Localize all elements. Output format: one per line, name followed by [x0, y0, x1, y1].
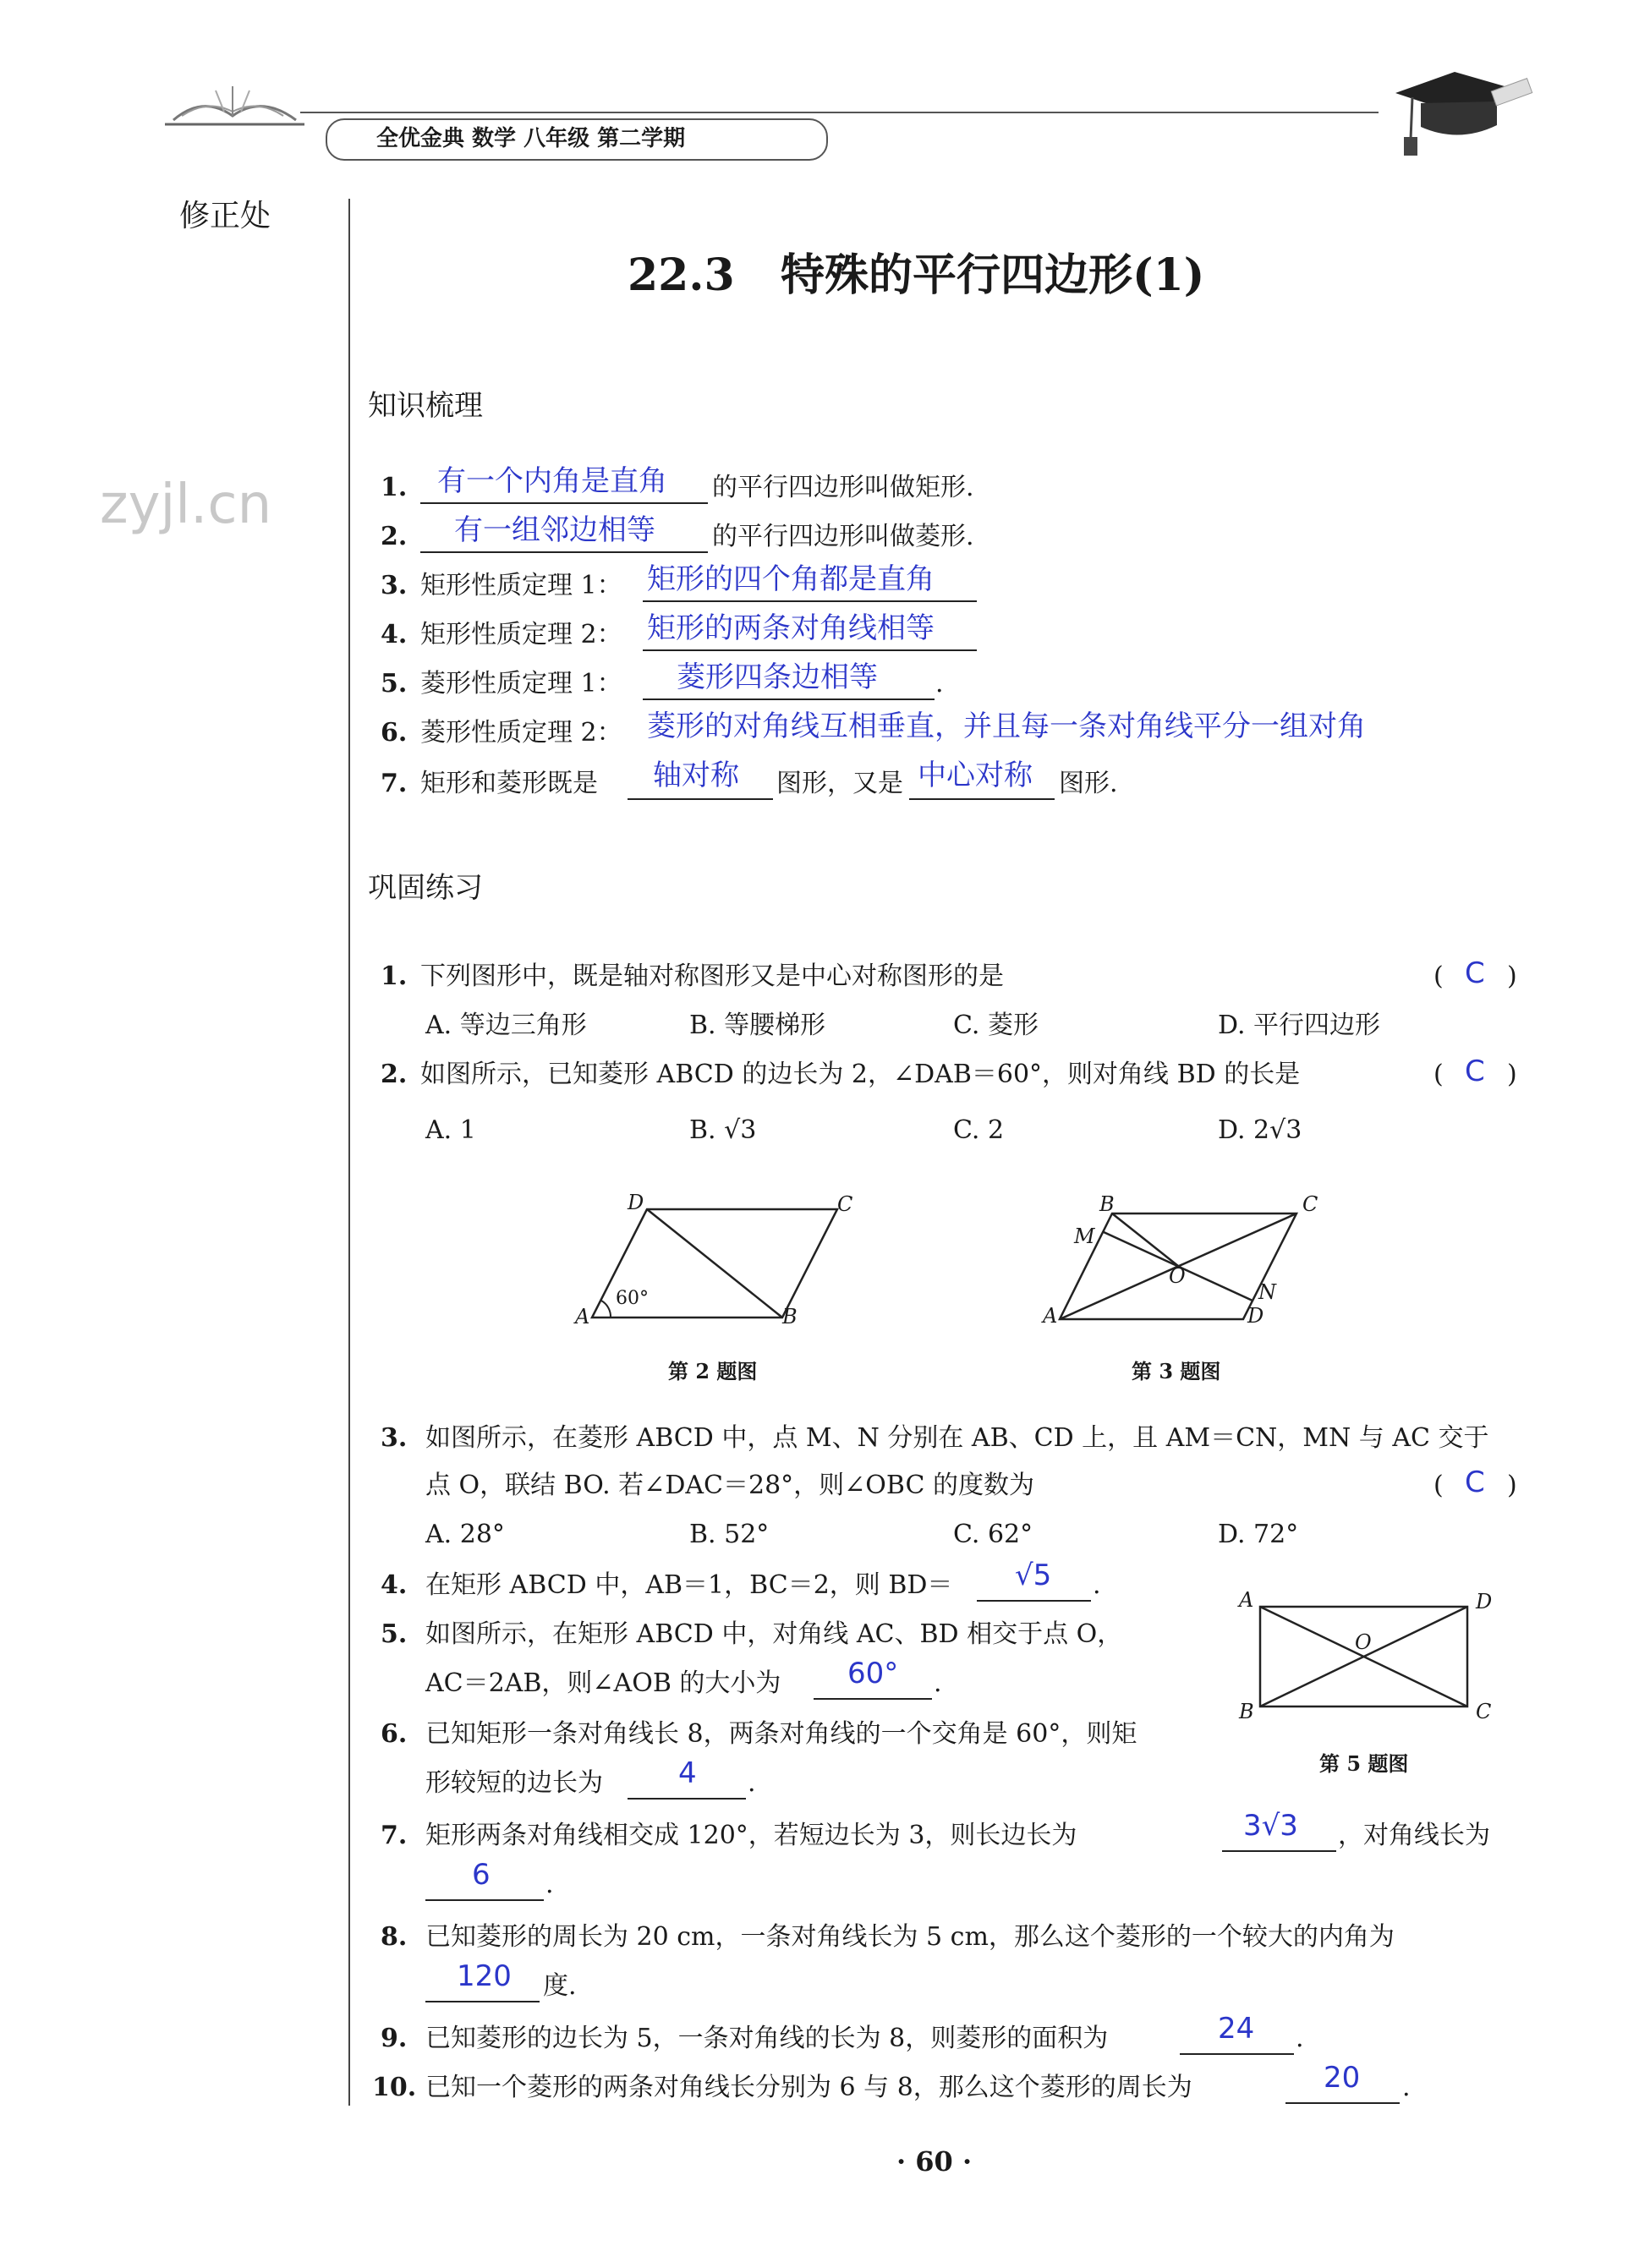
series-title: 全优金典 数学 八年级 第二学期	[376, 126, 686, 151]
answer: 有一个内角是直角	[437, 464, 667, 498]
answer: 轴对称	[653, 759, 739, 792]
answer: C	[1465, 956, 1485, 990]
answer: 4	[678, 1756, 697, 1790]
fig3-rhombus	[1036, 1188, 1315, 1336]
knowledge-heading: 知识梳理	[368, 389, 483, 423]
book-icon	[165, 78, 304, 129]
practice-heading: 巩固练习	[368, 871, 483, 905]
answer: 6	[472, 1858, 491, 1892]
answer: √5	[1015, 1559, 1052, 1592]
answer: 60°	[847, 1657, 899, 1690]
graduation-cap-icon	[1387, 59, 1539, 161]
answer: 24	[1218, 2012, 1255, 2046]
answer: 中心对称	[918, 759, 1033, 792]
fig5-rectangle	[1252, 1598, 1480, 1717]
answer: C	[1465, 1055, 1485, 1088]
section-title: 22.3 特殊的平行四边形(1)	[628, 249, 1205, 301]
correction-label: 修正处	[179, 199, 271, 233]
answer: 菱形的对角线互相垂直，并且每一条对角线平分一组对角	[647, 709, 1366, 743]
answer: 20	[1324, 2061, 1361, 2095]
answer: 菱形四条边相等	[677, 660, 878, 694]
page-number: · 60 ·	[896, 2145, 973, 2178]
header-rule	[300, 112, 1379, 113]
watermark: zyjl.cn	[100, 474, 272, 536]
answer: 120	[457, 1959, 512, 1993]
answer: 矩形的两条对角线相等	[647, 611, 935, 645]
answer: C	[1465, 1465, 1485, 1499]
answer: 有一组邻边相等	[454, 513, 655, 547]
series-title-box	[326, 118, 828, 161]
answer: 3√3	[1243, 1809, 1298, 1843]
answer: 矩形的四个角都是直角	[647, 562, 935, 596]
margin-divider	[348, 199, 350, 2106]
